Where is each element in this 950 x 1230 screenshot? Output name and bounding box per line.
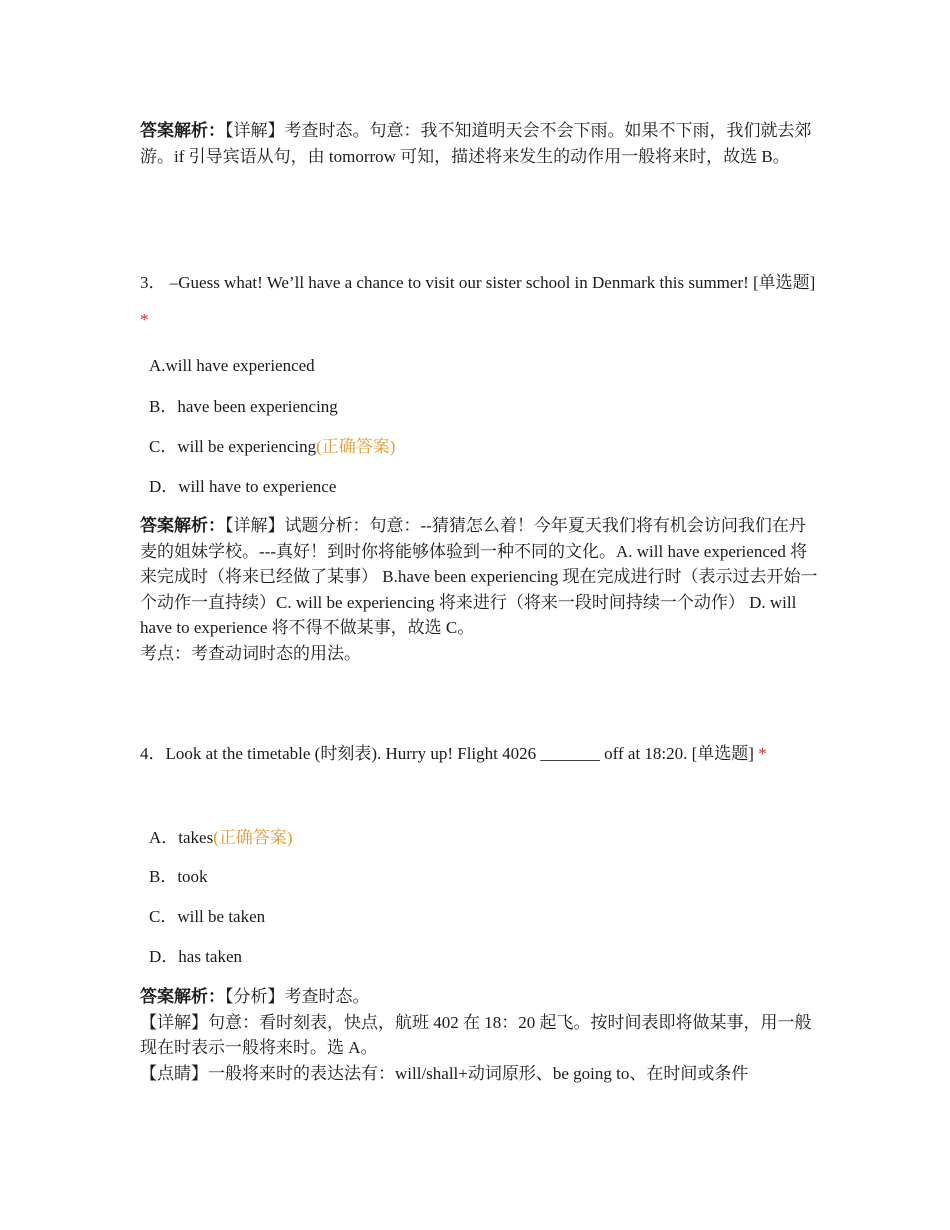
q3-option-b[interactable] bbox=[149, 396, 338, 418]
q3-option-a[interactable] bbox=[149, 355, 315, 377]
analysis-line: 【详解】句意：看时刻表，快点，航班 402 在 18：20 起飞。按时间表即将做某事，用一般现在时表示一般将来时。选 A。 bbox=[140, 1012, 812, 1057]
analysis-label: 答案解析： bbox=[140, 987, 225, 1006]
analysis-label: 答案解析： bbox=[140, 121, 225, 140]
analysis-line bbox=[140, 513, 820, 641]
q3-analysis bbox=[140, 513, 820, 666]
analysis-line: 【点睛】一般将来时的表达法有：will/shall+动词原形、be going to、在时间或条件 bbox=[140, 1063, 749, 1083]
analysis-text: 【详解】试题分析：句意：--猜猜怎么着！今年夏天我们将有机会访问我们在丹麦的姐妹学校。---真好！到时你将能够体验到一种不同的文化。A. will have experienced 将来完成时（将来已经做了某事） B.have been experiencing 现在完成进行时（表示过去开始一个动作一直持续）C. will be experiencing 将来进行（将来一段时间持续一个动作） D. will have to experience 将不得不做某事，故选 C。 bbox=[140, 516, 818, 637]
option-text: C．will be experiencing bbox=[149, 437, 317, 456]
q4-analysis bbox=[140, 984, 820, 1086]
option-text: C．will be taken bbox=[149, 907, 266, 926]
option-text: A.will have experienced bbox=[149, 356, 315, 375]
question-text: 4．Look at the timetable (时刻表). Hurry up! Flight 4026 _______ off at 18:20. [单选题] bbox=[140, 744, 754, 763]
correct-answer-tag: (正确答案) bbox=[316, 437, 396, 456]
q4-option-b[interactable] bbox=[149, 866, 208, 888]
correct-answer-tag: (正确答案) bbox=[213, 828, 293, 847]
analysis-text: 【详解】考查时态。句意：我不知道明天会不会下雨。如果不下雨，我们就去郊游。if 引导宾语从句，由 tomorrow 可知，描述将来发生的动作用一般将来时，故选 B。 bbox=[140, 121, 812, 166]
q3-stem bbox=[140, 264, 820, 338]
required-mark: * bbox=[758, 744, 767, 763]
option-text: B．have been experiencing bbox=[149, 397, 338, 416]
q4-option-d[interactable] bbox=[149, 946, 242, 968]
q4-option-c[interactable] bbox=[149, 906, 265, 928]
analysis-text: 【分析】考查时态。 bbox=[225, 987, 370, 1006]
option-text: A．takes bbox=[149, 828, 214, 847]
q4-stem bbox=[140, 735, 820, 772]
q3-option-c[interactable] bbox=[149, 436, 395, 458]
q2-analysis bbox=[140, 118, 820, 169]
analysis-label: 答案解析： bbox=[140, 516, 225, 535]
analysis-line: 考点：考查动词时态的用法。 bbox=[140, 643, 361, 663]
required-mark: * bbox=[140, 310, 149, 329]
option-text: D．will have to experience bbox=[149, 477, 337, 496]
analysis-line bbox=[140, 984, 820, 1010]
q4-option-a[interactable] bbox=[149, 827, 293, 849]
option-text: B．took bbox=[149, 867, 208, 886]
option-text: D．has taken bbox=[149, 947, 243, 966]
q3-option-d[interactable] bbox=[149, 476, 336, 498]
question-text: 3． –Guess what! We’ll have a chance to visit our sister school in Denmark this summer! [单选题] bbox=[140, 273, 816, 292]
